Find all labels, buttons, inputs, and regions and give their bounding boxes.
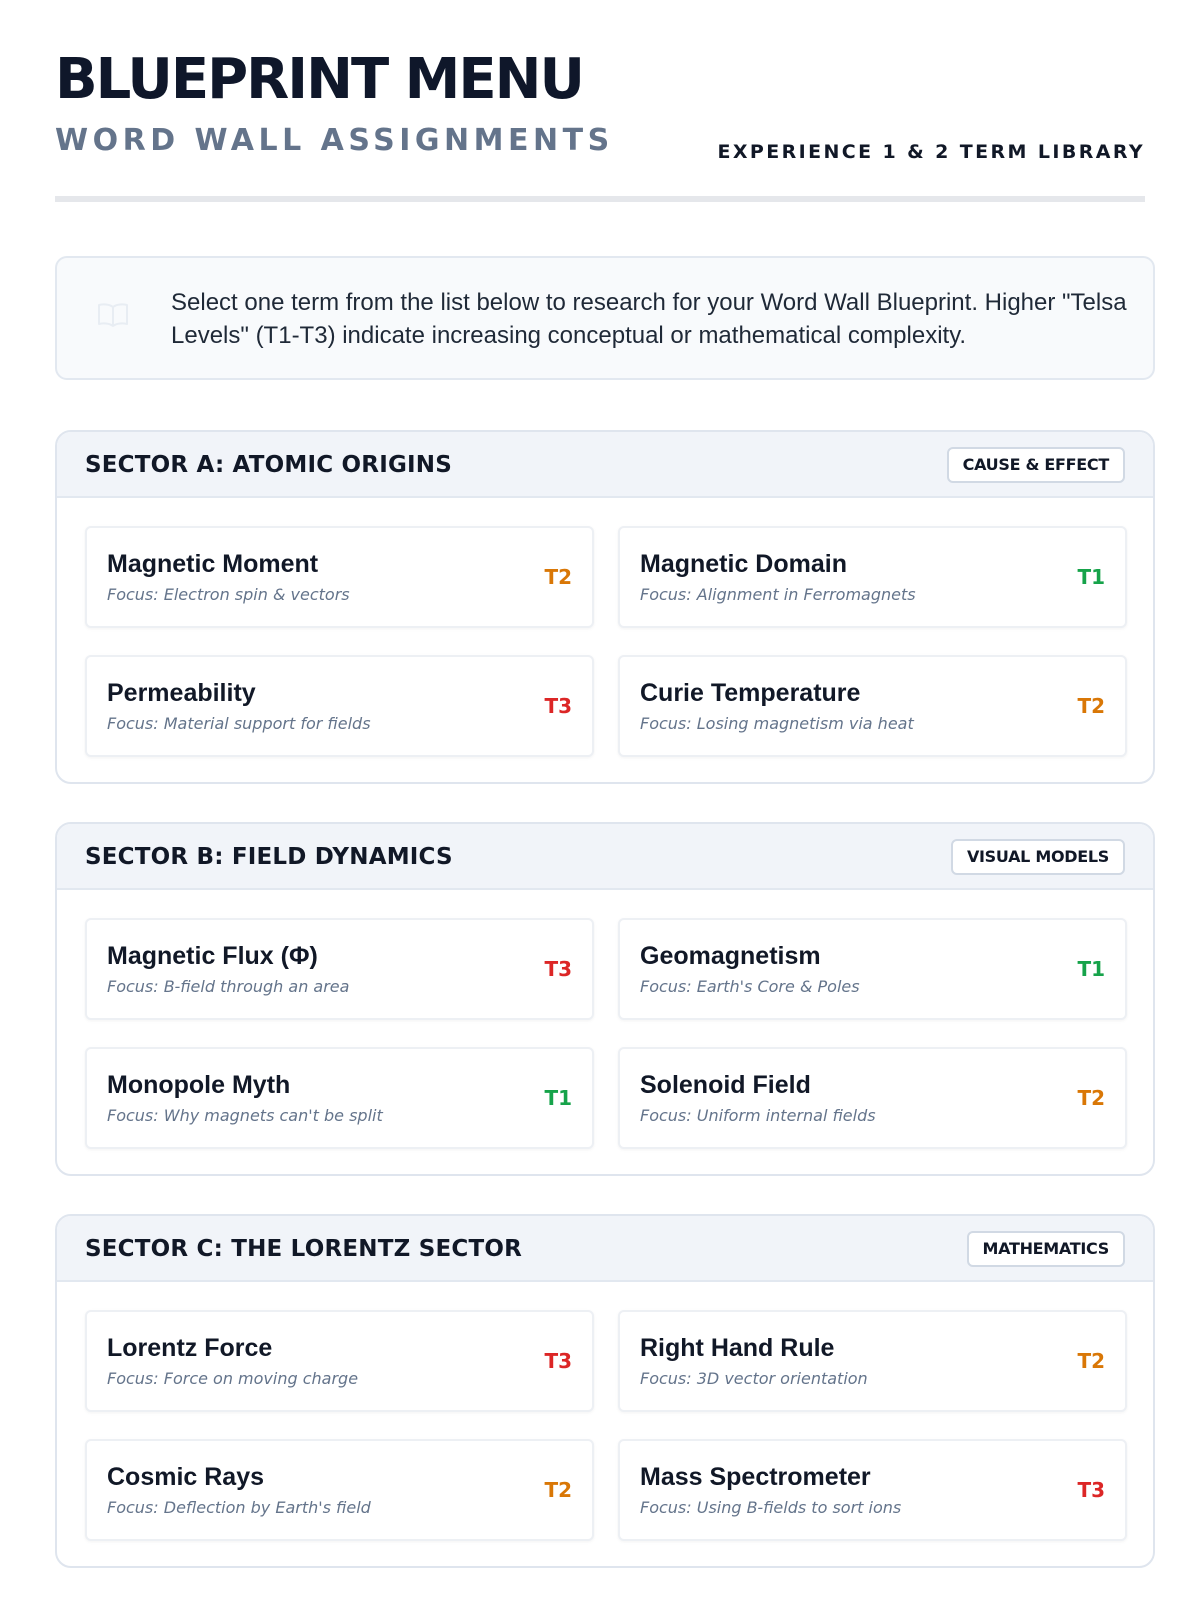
term-focus: Focus: Using B-fields to sort ions	[640, 1498, 902, 1517]
term-focus: Focus: Uniform internal fields	[640, 1106, 876, 1125]
term-focus: Focus: Electron spin & vectors	[107, 585, 350, 604]
term-name: Monopole Myth	[107, 1071, 291, 1099]
term-name: Curie Temperature	[640, 679, 861, 707]
term-grid	[85, 526, 1127, 757]
term-card[interactable]	[618, 1439, 1127, 1541]
term-name: Mass Spectrometer	[640, 1463, 871, 1491]
telsa-level-badge: T3	[544, 1349, 572, 1373]
telsa-level-badge: T3	[544, 694, 572, 718]
page-title: BLUEPRINT MENU	[55, 47, 583, 112]
term-name: Right Hand Rule	[640, 1334, 835, 1362]
term-card[interactable]	[85, 1439, 594, 1541]
library-label: EXPERIENCE 1 & 2 TERM LIBRARY	[717, 141, 1145, 163]
term-card[interactable]	[618, 918, 1127, 1020]
term-name: Cosmic Rays	[107, 1463, 265, 1491]
telsa-level-badge: T2	[1077, 1086, 1105, 1110]
term-card[interactable]	[85, 1047, 594, 1149]
sector-title: SECTOR C: THE LORENTZ SECTOR	[85, 1236, 522, 1262]
term-card[interactable]	[85, 918, 594, 1020]
term-focus: Focus: B-field through an area	[107, 977, 350, 996]
term-focus: Focus: Why magnets can't be split	[107, 1106, 383, 1125]
term-name: Magnetic Moment	[107, 550, 319, 578]
term-card[interactable]	[618, 655, 1127, 757]
term-card[interactable]	[618, 1310, 1127, 1412]
telsa-level-badge: T2	[1077, 1349, 1105, 1373]
telsa-level-badge: T2	[1077, 694, 1105, 718]
term-grid	[85, 1310, 1127, 1541]
term-grid	[85, 918, 1127, 1149]
sector-header	[57, 1216, 1153, 1282]
sector-tag: VISUAL MODELS	[951, 839, 1125, 875]
telsa-level-badge: T2	[544, 565, 572, 589]
term-card[interactable]	[85, 655, 594, 757]
term-focus: Focus: Alignment in Ferromagnets	[640, 585, 916, 604]
page-header	[55, 0, 1145, 202]
sector-c	[55, 1214, 1155, 1568]
term-name: Permeability	[107, 679, 256, 707]
term-card[interactable]	[85, 1310, 594, 1412]
sector-tag: CAUSE & EFFECT	[947, 447, 1125, 483]
term-focus: Focus: 3D vector orientation	[640, 1369, 868, 1388]
sector-title: SECTOR B: FIELD DYNAMICS	[85, 844, 453, 870]
term-name: Lorentz Force	[107, 1334, 273, 1362]
term-card[interactable]	[618, 1047, 1127, 1149]
term-card[interactable]	[618, 526, 1127, 628]
term-name: Geomagnetism	[640, 942, 821, 970]
sector-title: SECTOR A: ATOMIC ORIGINS	[85, 452, 453, 478]
book-open-icon	[97, 302, 129, 328]
term-name: Solenoid Field	[640, 1071, 811, 1099]
instructions-text: Select one term from the list below to research for your Word Wall Blueprint. Higher "Telsa Levels" (T1-T3) indicate increasing conceptual or mathematical complexity.	[171, 289, 1127, 349]
term-name: Magnetic Flux (Φ)	[107, 942, 318, 970]
telsa-level-badge: T3	[1077, 1478, 1105, 1502]
sector-a	[55, 430, 1155, 784]
sector-header	[57, 432, 1153, 498]
term-focus: Focus: Losing magnetism via heat	[640, 714, 914, 733]
page-subtitle: WORD WALL ASSIGNMENTS	[55, 123, 614, 158]
sector-header	[57, 824, 1153, 890]
term-card[interactable]	[85, 526, 594, 628]
sector-tag: MATHEMATICS	[967, 1231, 1126, 1267]
term-focus: Focus: Material support for fields	[107, 714, 371, 733]
telsa-level-badge: T3	[544, 957, 572, 981]
telsa-level-badge: T1	[544, 1086, 572, 1110]
instructions-box	[55, 256, 1155, 380]
telsa-level-badge: T2	[544, 1478, 572, 1502]
sector-b	[55, 822, 1155, 1176]
term-focus: Focus: Earth's Core & Poles	[640, 977, 860, 996]
telsa-level-badge: T1	[1077, 565, 1105, 589]
term-focus: Focus: Deflection by Earth's field	[107, 1498, 371, 1517]
term-focus: Focus: Force on moving charge	[107, 1369, 359, 1388]
term-name: Magnetic Domain	[640, 550, 847, 578]
telsa-level-badge: T1	[1077, 957, 1105, 981]
